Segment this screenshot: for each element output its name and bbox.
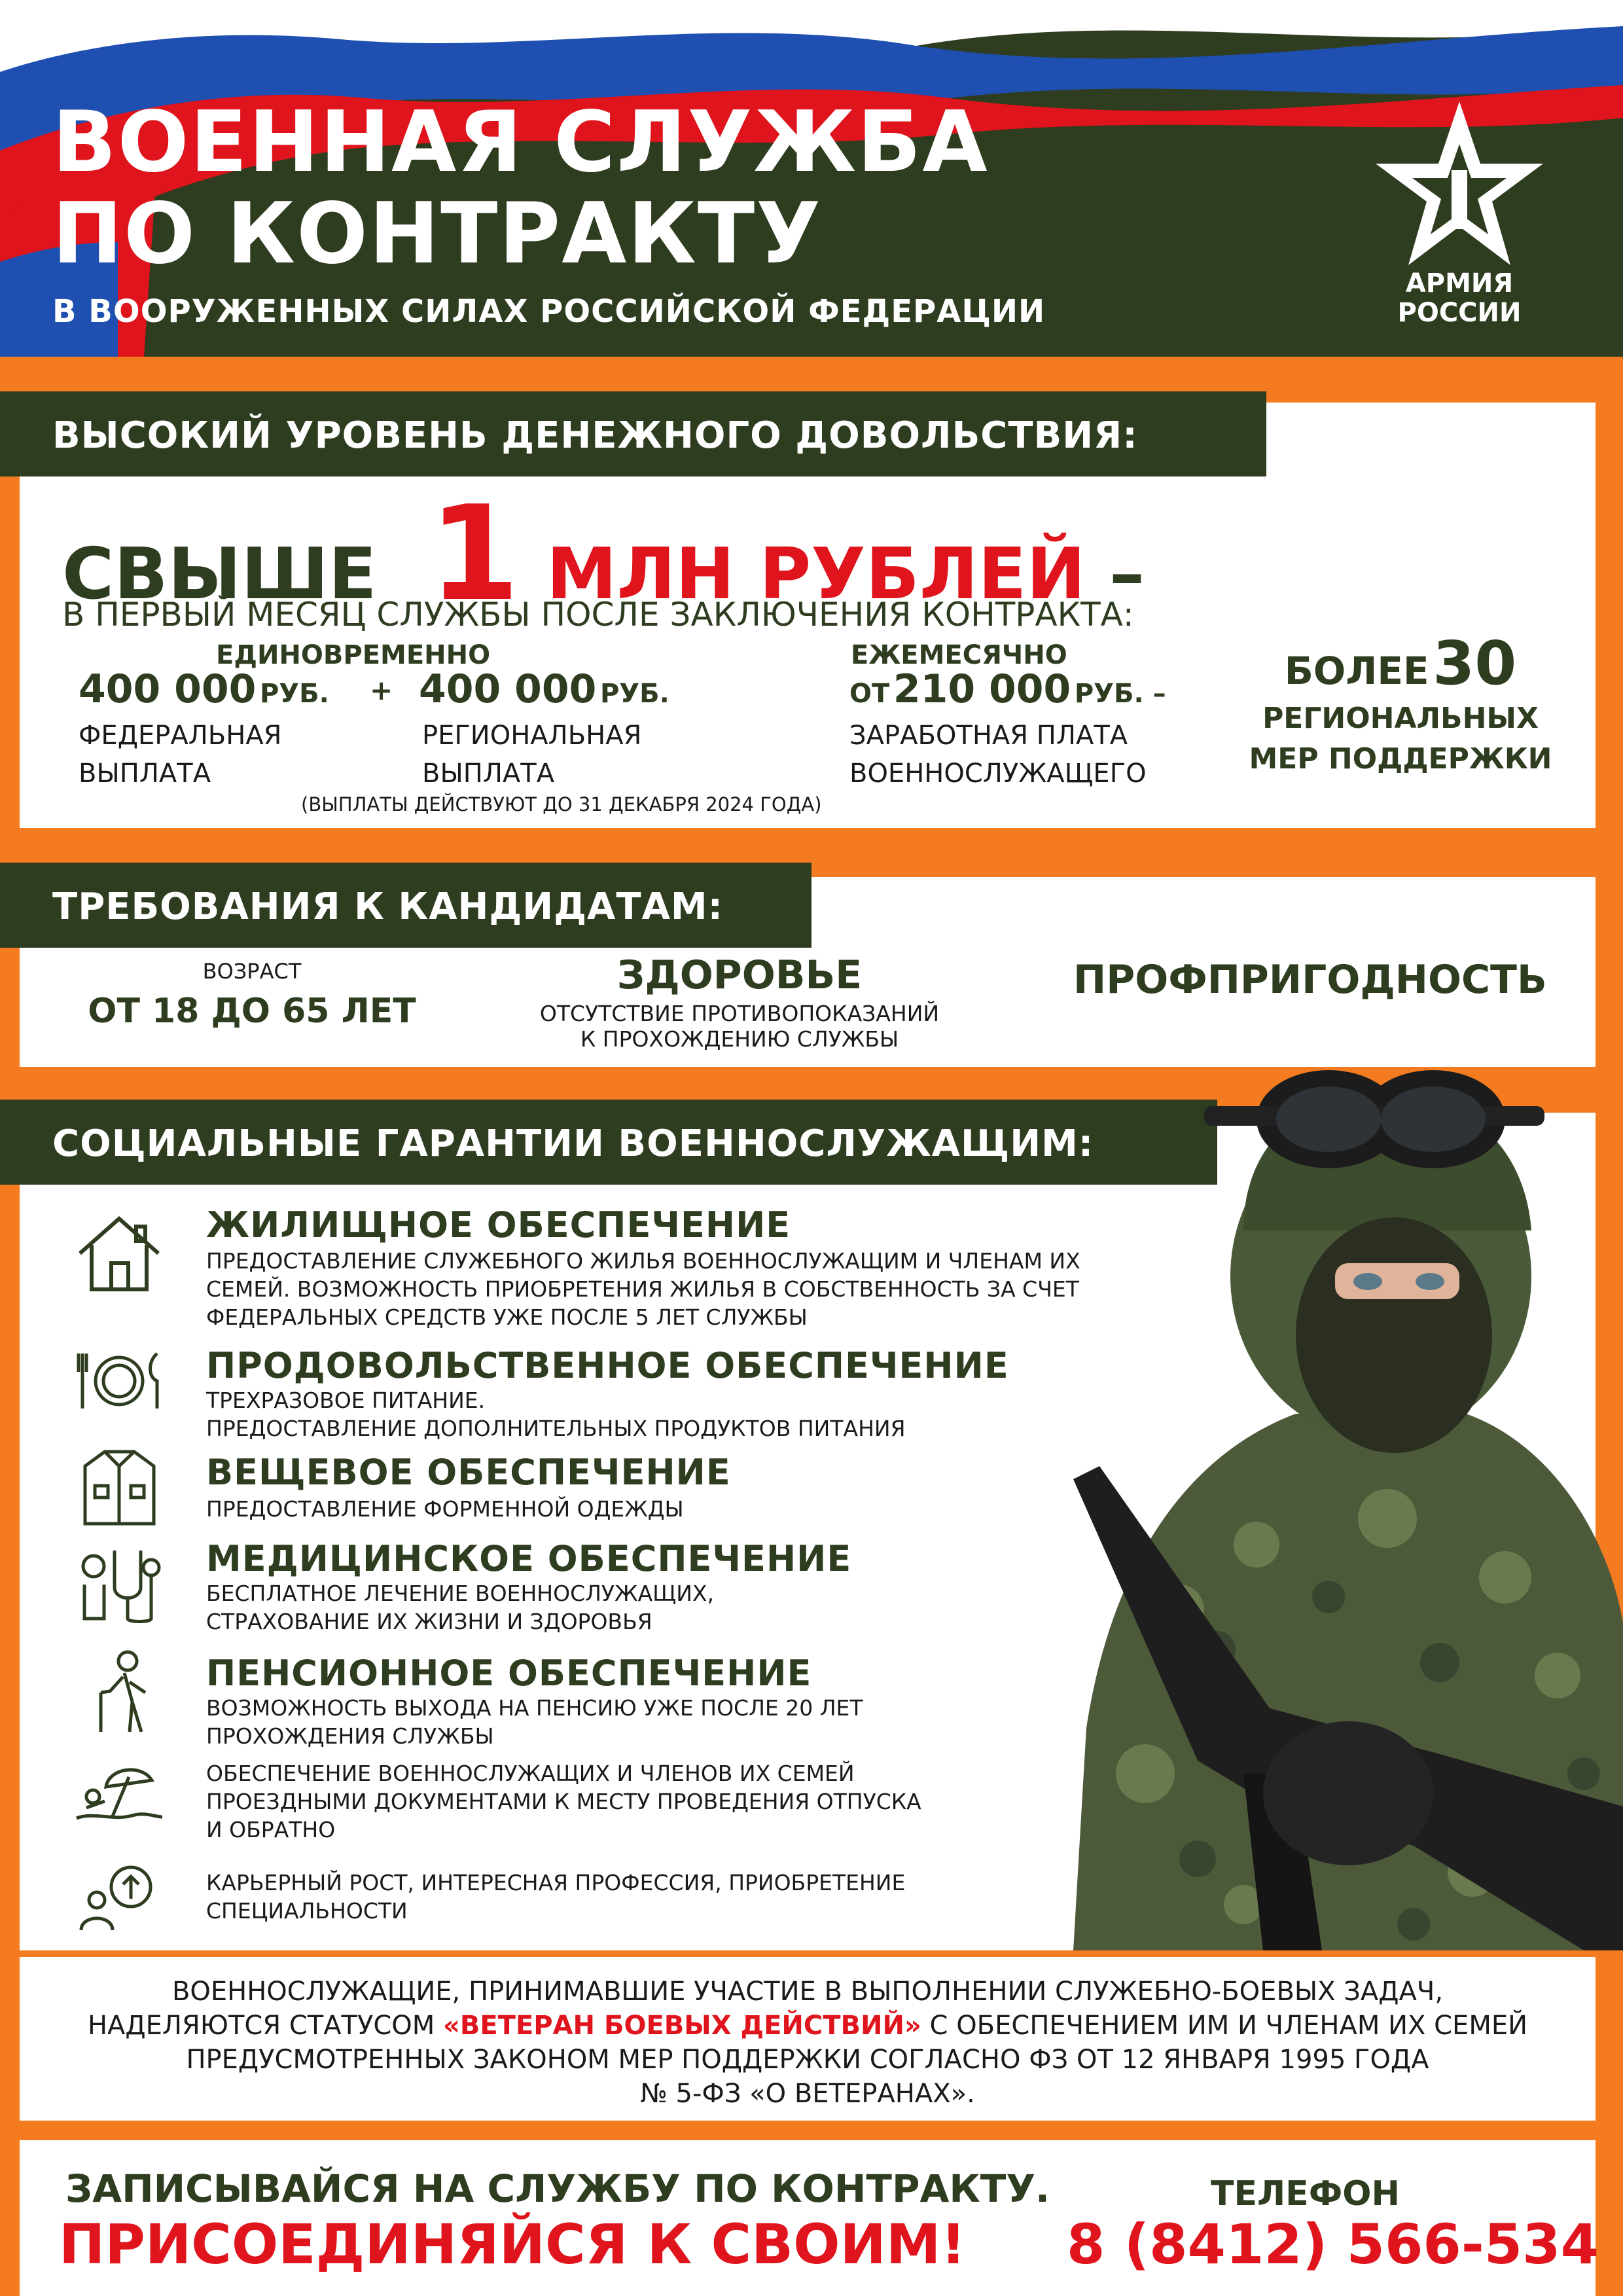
veteran-line2-post: С ОБЕСПЕЧЕНИЕМ ИМ И ЧЛЕНАМ ИХ СЕМЕЙ [921,2011,1528,2041]
monthly-amount-rub: РУБ. – [1074,679,1166,709]
monthly-label: ЕЖЕМЕСЯЧНО [851,640,1067,670]
beach-umbrella-icon [73,1761,165,1826]
more-number: 30 [1433,628,1517,698]
social-item-vacation-line3: И ОБРАТНО [206,1817,336,1842]
enlist-text: ЗАПИСЫВАЙСЯ НА СЛУЖБУ ПО КОНТРАКТУ. [65,2166,1050,2211]
header-title-line1: ВОЕННАЯ СЛУЖБА [52,94,989,191]
federal-amount-value: 400 000 [79,666,257,712]
social-item-vacation-text [206,1759,921,1844]
veteran-line2 [20,2011,1596,2041]
logo-text-line1: АРМИЯ [1405,268,1514,298]
social-item-pension-line2: ПРОХОЖДЕНИЯ СЛУЖБЫ [206,1723,494,1749]
plate-cutlery-icon [73,1348,165,1414]
regional-label-line1: РЕГИОНАЛЬНАЯ [422,721,642,751]
salary-label-line1: ЗАРАБОТНАЯ ПЛАТА [849,721,1128,751]
veteran-line1: ВОЕННОСЛУЖАЩИЕ, ПРИНИМАВШИЕ УЧАСТИЕ В ВЫПОЛНЕНИИ СЛУЖЕБНО-БОЕВЫХ ЗАДАЧ, [171,1977,1444,2007]
social-item-food-title: ПРОДОВОЛЬСТВЕННОЕ ОБЕСПЕЧЕНИЕ [206,1345,1009,1386]
social-item-medical-title: МЕДИЦИНСКОЕ ОБЕСПЕЧЕНИЕ [206,1538,852,1579]
join-slogan: ПРИСОЕДИНЯЙСЯ К СВОИМ! [59,2212,966,2276]
header-title-line2: ПО КОНТРАКТУ [52,185,822,283]
social-item-vacation-line2: ПРОЕЗДНЫМИ ДОКУМЕНТАМИ К МЕСТУ ПРОВЕДЕНИЯ ОТПУСКА [206,1789,921,1814]
pay-note: (ВЫПЛАТЫ ДЕЙСТВУЮТ ДО 31 ДЕКАБРЯ 2024 ГОДА) [301,793,822,816]
veteran-line3: ПРЕДУСМОТРЕННЫХ ЗАКОНОМ МЕР ПОДДЕРЖКИ СОГЛАСНО ФЗ ОТ 12 ЯНВАРЯ 1995 ГОДА [186,2045,1429,2075]
social-item-housing-line3: ФЕДЕРАЛЬНЫХ СРЕДСТВ УЖЕ ПОСЛЕ 5 ЛЕТ СЛУЖБЫ [206,1304,808,1330]
footer-panel [20,2140,1599,2296]
salary-label [849,717,1147,793]
social-item-housing-line2: СЕМЕЙ. ВОЗМОЖНОСТЬ ПРИОБРЕТЕНИЯ ЖИЛЬЯ В СОБСТВЕННОСТЬ ЗА СЧЕТ [206,1276,1079,1302]
social-item-medical-text [206,1579,714,1636]
social-item-career-line1: КАРЬЕРНЫЙ РОСТ, ИНТЕРЕСНАЯ ПРОФЕССИЯ, ПРИОБРЕТЕНИЕ [206,1870,906,1895]
regional-amount-rub: РУБ. [599,679,669,709]
requirements-section-title: ТРЕБОВАНИЯ К КАНДИДАТАМ: [52,886,724,928]
social-section-header [0,1100,1217,1185]
veteran-status: «ВЕТЕРАН БОЕВЫХ ДЕЙСТВИЙ» [443,2011,921,2041]
pay-section-title: ВЫСОКИЙ УРОВЕНЬ ДЕНЕЖНОГО ДОВОЛЬСТВИЯ: [52,414,1138,457]
career-growth-icon [73,1862,165,1934]
social-item-clothing-title: ВЕЩЕВОЕ ОБЕСПЕЧЕНИЕ [206,1452,731,1493]
header-banner [0,0,1623,357]
social-item-career-text [206,1869,905,1925]
pay-section-header [0,391,1266,476]
health-requirement [497,952,982,1052]
logo-text-line2: РОССИИ [1397,298,1522,328]
social-item-pension-line1: ВОЗМОЖНОСТЬ ВЫХОДА НА ПЕНСИЮ УЖЕ ПОСЛЕ 20 ЛЕТ [206,1695,863,1721]
shirt-icon [82,1446,157,1528]
social-item-housing-title: ЖИЛИЩНОЕ ОБЕСПЕЧЕНИЕ [206,1204,791,1246]
social-item-clothing-line1: ПРЕДОСТАВЛЕНИЕ ФОРМЕННОЙ ОДЕЖДЫ [206,1496,684,1522]
headline-word: СВЫШЕ [62,533,377,615]
regional-support [1237,628,1564,780]
soldier-illustration [1047,1021,1623,1950]
house-icon [73,1211,165,1296]
monthly-from: ОТ [849,679,890,709]
age-label: ВОЗРАСТ [202,959,302,984]
first-month-text: В ПЕРВЫЙ МЕСЯЦ СЛУЖБЫ ПОСЛЕ ЗАКЛЮЧЕНИЯ КОНТРАКТА: [62,596,1134,634]
monthly-amount [849,666,1166,712]
veteran-line4: № 5-ФЗ «О ВЕТЕРАНАХ». [640,2079,975,2109]
federal-amount-rub: РУБ. [259,679,329,709]
elderly-person-icon [92,1649,157,1734]
regional-support-line1 [1237,628,1564,698]
social-item-medical-line1: БЕСПЛАТНОЕ ЛЕЧЕНИЕ ВОЕННОСЛУЖАЩИХ, [206,1581,715,1606]
social-section-title: СОЦИАЛЬНЫЕ ГАРАНТИИ ВОЕННОСЛУЖАЩИМ: [52,1122,1094,1165]
regional-label-line2: ВЫПЛАТА [422,759,555,789]
federal-label-line1: ФЕДЕРАЛЬНАЯ [79,721,282,751]
social-item-food-text [206,1386,906,1443]
health-line1: ОТСУТСТВИЕ ПРОТИВОПОКАЗАНИЙ [539,1001,940,1026]
federal-amount [79,666,329,712]
veteran-line2-pre: НАДЕЛЯЮТСЯ СТАТУСОМ [87,2011,444,2041]
monthly-amount-value: 210 000 [893,666,1071,712]
veteran-panel [20,1957,1596,2121]
requirements-section-header [0,863,812,948]
social-item-vacation-line1: ОБЕСПЕЧЕНИЕ ВОЕННОСЛУЖАЩИХ И ЧЛЕНОВ ИХ СЕМЕЙ [206,1761,855,1786]
social-item-pension-title: ПЕНСИОННОЕ ОБЕСПЕЧЕНИЕ [206,1653,812,1694]
regional-support-line2: РЕГИОНАЛЬНЫХ [1262,702,1539,735]
headline-dash: – [1109,533,1145,615]
headline-number: 1 [429,478,520,630]
phone-number[interactable]: 8 (8412) 566-534 [1067,2212,1599,2276]
more-prefix: БОЛЕЕ [1284,649,1429,693]
stethoscope-icon [75,1541,164,1626]
social-item-medical-line2: СТРАХОВАНИЕ ИХ ЖИЗНИ И ЗДОРОВЬЯ [206,1609,652,1634]
social-item-food-line1: ТРЕХРАЗОВОЕ ПИТАНИЕ. [206,1388,486,1413]
phone-label: ТЕЛЕФОН [1211,2174,1400,2214]
plus-sign: + [370,674,393,706]
age-value: ОТ 18 ДО 65 ЛЕТ [88,992,416,1031]
star-icon [1374,98,1544,275]
one-time-label: ЕДИНОВРЕМЕННО [216,640,491,670]
health-line2: К ПРОХОЖДЕНИЮ СЛУЖБЫ [580,1026,899,1052]
header-subtitle: В ВООРУЖЕННЫХ СИЛАХ РОССИЙСКОЙ ФЕДЕРАЦИИ [52,293,1046,330]
fitness-requirement: ПРОФПРИГОДНОСТЬ [1073,957,1547,1003]
social-item-pension-text [206,1694,863,1750]
federal-label-line2: ВЫПЛАТА [79,759,211,789]
health-title: ЗДОРОВЬЕ [616,952,863,998]
federal-label [79,717,281,793]
salary-label-line2: ВОЕННОСЛУЖАЩЕГО [849,759,1147,789]
social-item-career-line2: СПЕЦИАЛЬНОСТИ [206,1898,408,1924]
regional-amount-value: 400 000 [419,666,597,712]
social-item-housing-text [206,1247,1080,1331]
social-item-clothing-text [206,1495,684,1523]
regional-amount [419,666,669,712]
regional-label [422,717,641,793]
army-logo [1374,98,1544,334]
headline-unit: МЛН РУБЛЕЙ [546,533,1086,615]
age-requirement [79,959,425,1031]
social-item-housing-line1: ПРЕДОСТАВЛЕНИЕ СЛУЖЕБНОГО ЖИЛЬЯ ВОЕННОСЛУЖАЩИМ И ЧЛЕНАМ ИХ [206,1248,1080,1274]
social-item-food-line2: ПРЕДОСТАВЛЕНИЕ ДОПОЛНИТЕЛЬНЫХ ПРОДУКТОВ ПИТАНИЯ [206,1416,906,1441]
regional-support-line3: МЕР ПОДДЕРЖКИ [1249,742,1552,776]
